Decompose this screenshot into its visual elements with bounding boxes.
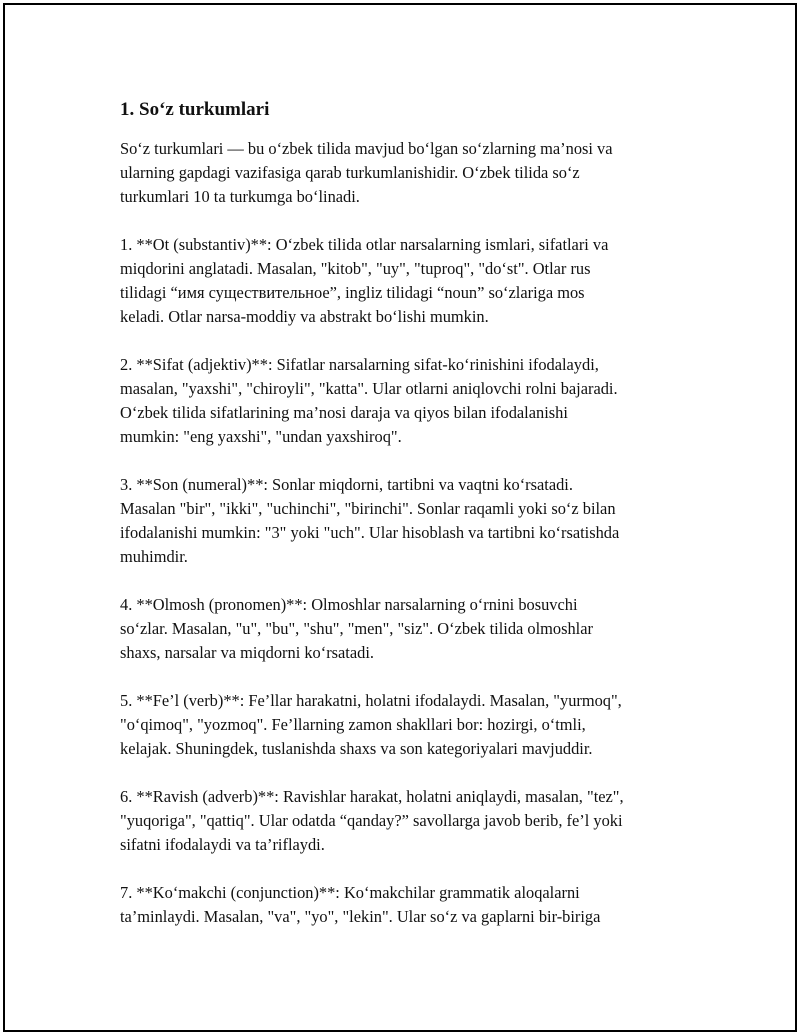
text-line: mumkin: "eng yaxshi", "undan yaxshiroq". <box>120 427 402 446</box>
text-line: muhimdir. <box>120 547 188 566</box>
text-line: 6. **Ravish (adverb)**: Ravishlar harakat, holatni aniqlaydi, masalan, "tez", <box>120 787 624 806</box>
list-item-ot <box>120 233 690 329</box>
text-line: "yuqoriga", "qattiq". Ular odatda “qanday?” savollarga javob berib, fe’l yoki <box>120 811 623 830</box>
text-line: 5. **Fe’l (verb)**: Fe’llar harakatni, holatni ifodalaydi. Masalan, "yurmoq", <box>120 691 622 710</box>
text-line: sifatni ifodalaydi va ta’riflaydi. <box>120 835 325 854</box>
text-line: kelajak. Shuningdek, tuslanishda shaxs va son kategoriyalari mavjuddir. <box>120 739 593 758</box>
list-item-ravish <box>120 785 690 857</box>
text-line: ularning gapdagi vazifasiga qarab turkumlanishidir. O‘zbek tilida so‘z <box>120 163 580 182</box>
page-frame <box>3 3 797 1032</box>
text-line: 7. **Ko‘makchi (conjunction)**: Ko‘makchilar grammatik aloqalarni <box>120 883 580 902</box>
list-item-sifat <box>120 353 690 449</box>
text-line: 2. **Sifat (adjektiv)**: Sifatlar narsalarning sifat-ko‘rinishini ifodalaydi, <box>120 355 599 374</box>
text-line: O‘zbek tilida sifatlarining ma’nosi daraja va qiyos bilan ifodalanishi <box>120 403 568 422</box>
list-item-fel <box>120 689 690 761</box>
text-line: keladi. Otlar narsa-moddiy va abstrakt bo‘lishi mumkin. <box>120 307 489 326</box>
text-line: "o‘qimoq", "yozmoq". Fe’llarning zamon shakllari bor: hozirgi, o‘tmli, <box>120 715 586 734</box>
text-line: 4. **Olmosh (pronomen)**: Olmoshlar narsalarning o‘rnini bosuvchi <box>120 595 578 614</box>
text-line: turkumlari 10 ta turkumga bo‘linadi. <box>120 187 360 206</box>
document-body <box>120 98 690 953</box>
intro-paragraph <box>120 137 690 209</box>
text-line: miqdorini anglatadi. Masalan, "kitob", "uy", "tuproq", "do‘st". Otlar rus <box>120 259 591 278</box>
text-line: So‘z turkumlari — bu o‘zbek tilida mavjud bo‘lgan so‘zlarning ma’nosi va <box>120 139 613 158</box>
text-line: 3. **Son (numeral)**: Sonlar miqdorni, tartibni va vaqtni ko‘rsatadi. <box>120 475 573 494</box>
text-line: so‘zlar. Masalan, "u", "bu", "shu", "men", "siz". O‘zbek tilida olmoshlar <box>120 619 593 638</box>
list-item-komakchi <box>120 881 690 929</box>
text-line: tilidagi “имя существительное”, ingliz tilidagi “noun” so‘zlariga mos <box>120 283 585 302</box>
text-line: masalan, "yaxshi", "chiroyli", "katta". Ular otlarni aniqlovchi rolni bajaradi. <box>120 379 618 398</box>
text-line: Masalan "bir", "ikki", "uchinchi", "birinchi". Sonlar raqamli yoki so‘z bilan <box>120 499 616 518</box>
text-line: 1. **Ot (substantiv)**: O‘zbek tilida otlar narsalarning ismlari, sifatlari va <box>120 235 609 254</box>
text-line: ta’minlaydi. Masalan, "va", "yo", "lekin". Ular so‘z va gaplarni bir-biriga <box>120 907 601 926</box>
list-item-son <box>120 473 690 569</box>
text-line: shaxs, narsalar va miqdorni ko‘rsatadi. <box>120 643 374 662</box>
section-heading: 1. So‘z turkumlari <box>120 99 270 120</box>
text-line: ifodalanishi mumkin: "3" yoki "uch". Ular hisoblash va tartibni ko‘rsatishda <box>120 523 620 542</box>
list-item-olmosh <box>120 593 690 665</box>
